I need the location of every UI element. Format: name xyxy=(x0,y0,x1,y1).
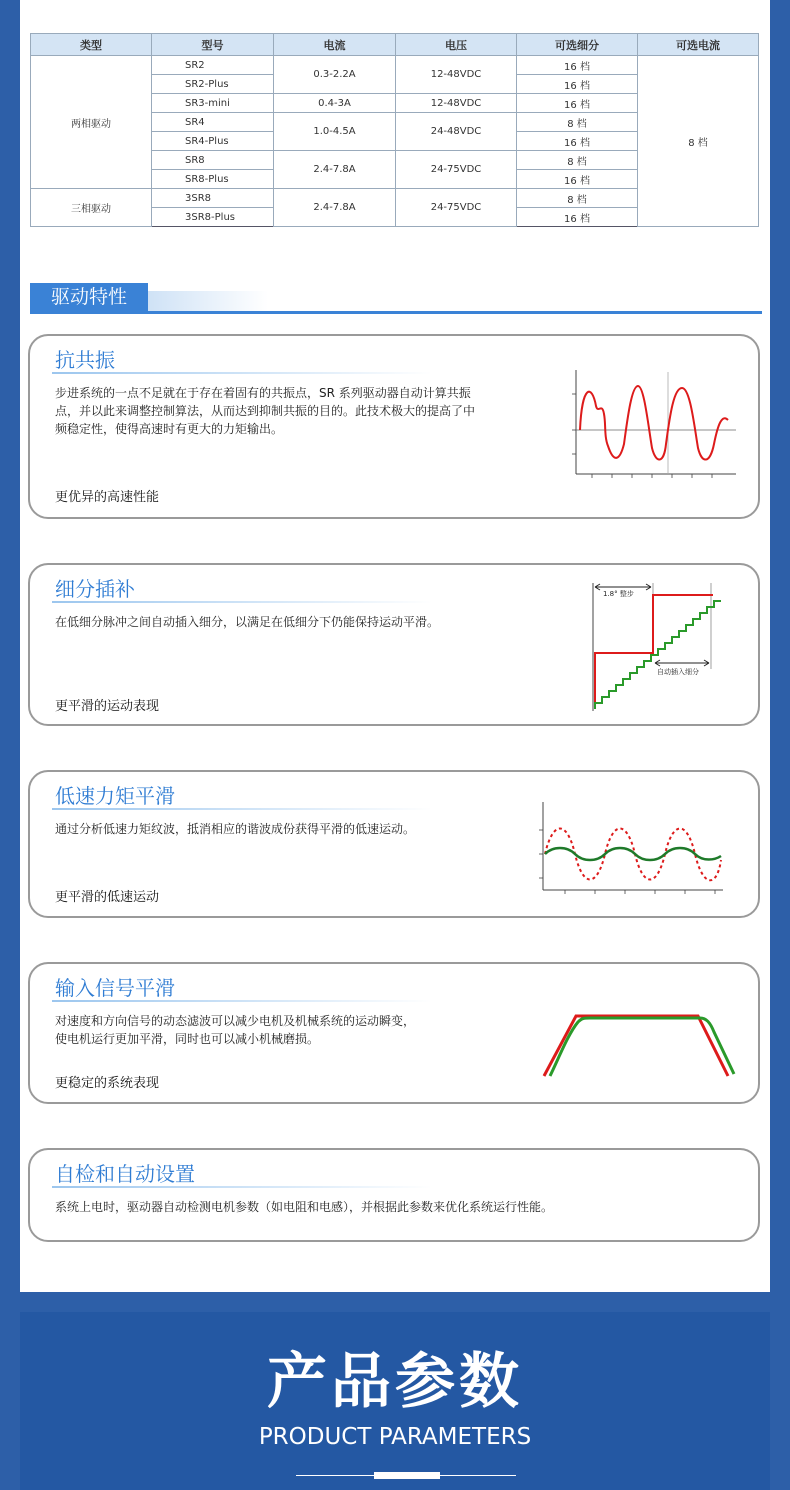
card-title: 输入信号平滑 xyxy=(55,976,175,1000)
card-foot: 更平滑的运动表现 xyxy=(55,699,160,714)
section-rule xyxy=(30,311,762,314)
card-desc: 步进系统的一点不足就在于存在着固有的共振点，SR 系列驱动器自动计算共振 点，并以此来调整控制算法，从而达到抑制共振的目的。此技术极大的提高了中 频稳定性，使得高速时有更大的力矩输出。 xyxy=(55,386,476,436)
banner-title-en: PRODUCT PARAMETERS xyxy=(258,1424,532,1450)
card-input-signal xyxy=(28,962,760,1104)
card-title: 自检和自动设置 xyxy=(55,1162,195,1186)
cell-model: SR2-Plus xyxy=(152,75,274,94)
step-label: 1.8° 整步 xyxy=(603,590,634,598)
th-type: 类型 xyxy=(31,34,152,56)
cell-model: SR8 xyxy=(152,151,274,170)
cell-subdiv: 16 档 xyxy=(517,170,638,189)
cell-subdiv: 16 档 xyxy=(517,75,638,94)
section-header xyxy=(30,283,762,315)
cell-model: 3SR8 xyxy=(152,189,274,208)
cell-current: 1.0-4.5A xyxy=(274,113,396,151)
card-foot: 更稳定的系统表现 xyxy=(55,1076,160,1091)
card-foot: 更优异的高速性能 xyxy=(55,490,160,505)
cell-type: 三相驱动 xyxy=(31,189,152,227)
cell-voltage: 24-75VDC xyxy=(396,189,517,227)
cell-subdiv: 16 档 xyxy=(517,208,638,227)
cell-voltage: 12-48VDC xyxy=(396,94,517,113)
resonance-figure xyxy=(568,364,738,484)
card-lowspeed-torque xyxy=(28,770,760,918)
cell-voltage: 12-48VDC xyxy=(396,56,517,94)
cell-model: SR4-Plus xyxy=(152,132,274,151)
cell-current: 2.4-7.8A xyxy=(274,189,396,227)
cell-current: 2.4-7.8A xyxy=(274,151,396,189)
card-desc: 通过分析低速力矩纹波，抵消相应的谐波成份获得平滑的低速运动。 xyxy=(55,822,416,836)
cell-subdiv: 8 档 xyxy=(517,189,638,208)
panel-gap xyxy=(0,1292,790,1312)
cell-model: 3SR8-Plus xyxy=(152,208,274,227)
cell-subdiv: 16 档 xyxy=(517,56,638,75)
banner-rule-accent xyxy=(374,1472,440,1479)
th-opt-current: 可选电流 xyxy=(638,34,759,56)
cell-model: SR2 xyxy=(152,56,274,75)
cell-current: 0.4-3A xyxy=(274,94,396,113)
card-desc: 对速度和方向信号的动态滤波可以减少电机及机械系统的运动瞬变， 使电机运行更加平滑，同时也可以减小机械磨损。 xyxy=(55,1014,416,1046)
card-desc: 在低细分脉冲之间自动插入细分，以满足在低细分下仍能保持运动平滑。 xyxy=(55,615,440,629)
table-header-row xyxy=(31,34,759,56)
th-current: 电流 xyxy=(274,34,396,56)
table-row xyxy=(31,56,759,75)
th-subdiv: 可选细分 xyxy=(517,34,638,56)
cell-subdiv: 8 档 xyxy=(517,151,638,170)
card-title: 细分插补 xyxy=(55,577,135,601)
cell-voltage: 24-75VDC xyxy=(396,151,517,189)
section-title: 驱动特性 xyxy=(30,283,148,311)
cell-current: 0.3-2.2A xyxy=(274,56,396,94)
torque-figure xyxy=(535,800,725,894)
card-anti-resonance xyxy=(28,334,760,519)
card-desc: 系统上电时，驱动器自动检测电机参数（如电阻和电感），并根据此参数来优化系统运行性能。 xyxy=(55,1200,554,1214)
banner-title-cn: 产品参数 xyxy=(267,1347,523,1417)
cell-subdiv: 16 档 xyxy=(517,132,638,151)
card-title: 抗共振 xyxy=(55,348,115,372)
card-self-check xyxy=(28,1148,760,1242)
cell-opt-current: 8 档 xyxy=(638,56,759,227)
card-foot: 更平滑的低速运动 xyxy=(55,890,160,905)
spec-table xyxy=(30,33,759,227)
th-model: 型号 xyxy=(152,34,274,56)
cell-model: SR8-Plus xyxy=(152,170,274,189)
interpolation-figure xyxy=(585,579,725,714)
card-interpolation xyxy=(28,563,760,726)
cell-model: SR3-mini xyxy=(152,94,274,113)
cell-model: SR4 xyxy=(152,113,274,132)
cell-type: 两相驱动 xyxy=(31,56,152,189)
th-voltage: 电压 xyxy=(396,34,517,56)
cell-subdiv: 8 档 xyxy=(517,113,638,132)
card-title: 低速力矩平滑 xyxy=(55,784,175,808)
product-parameters-banner xyxy=(20,1312,770,1490)
cell-subdiv: 16 档 xyxy=(517,94,638,113)
signal-figure xyxy=(538,1008,738,1088)
interp-label: 自动插入细分 xyxy=(657,668,699,676)
cell-voltage: 24-48VDC xyxy=(396,113,517,151)
